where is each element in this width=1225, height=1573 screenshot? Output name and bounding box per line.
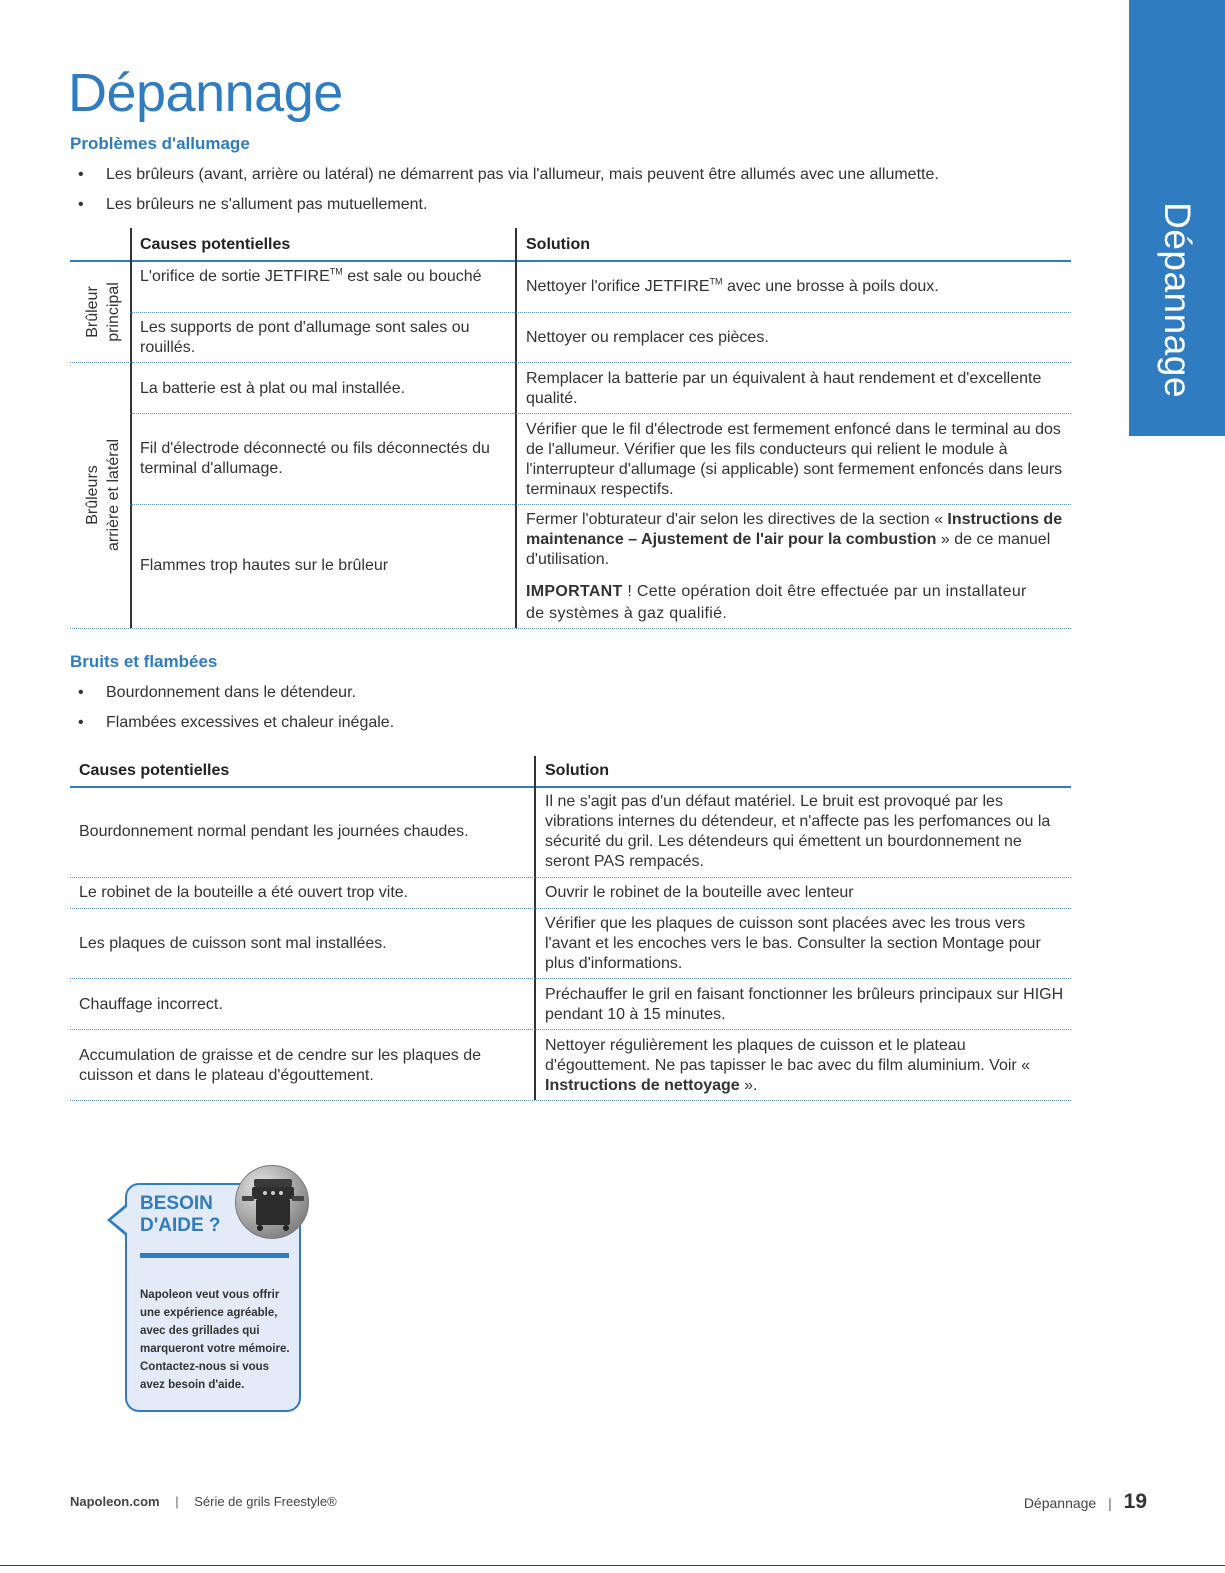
list-item: • Les brûleurs ne s'allument pas mutuellement. [78, 195, 939, 225]
ignition-bullet-list [78, 165, 939, 225]
table-row-3-cause: La batterie est à plat ou mal installée. [140, 380, 406, 397]
help-text: Napoleon veut vous offrir une expérience agréable, avec des grillades qui marqueront votre mémoire. Contactez-nous si vous avez besoin d'aide. [140, 1289, 290, 1391]
table-row-4-solution: Préchauffer le gril en faisant fonctionner les brûleurs principaux sur HIGH pendant 10 à 15 minutes. [545, 986, 1064, 1023]
footer-separator: | [1108, 1495, 1112, 1511]
list-item: • Flambées excessives et chaleur inégale. [78, 713, 394, 743]
table-row-1-cause: Bourdonnement normal pendant les journées chaudes. [79, 823, 469, 840]
footer-right [1024, 1490, 1147, 1514]
table-row-2-solution: Nettoyer ou remplacer ces pièces. [526, 329, 769, 346]
page-title: Dépannage [68, 63, 343, 123]
side-tab-label: Dépannage [1157, 202, 1198, 398]
bottom-rule [0, 1565, 1225, 1566]
table-row-5-cause: Accumulation de graisse et de cendre sur les plaques de cuisson et dans le plateau d'égouttement. [79, 1047, 482, 1084]
table-row-2-cause: Le robinet de la bouteille a été ouvert trop vite. [79, 884, 409, 901]
table-header-causes: Causes potentielles [79, 762, 230, 779]
table-row-4-solution: Vérifier que le fil d'électrode est fermement enfoncé dans le terminal au dos de l'allumeur. Vérifier que les fils conducteurs qui relient le module à l'interrupteur d'allumage (si applicable) sont fermement enfoncés dans leurs terminaux respectifs. [526, 421, 1063, 498]
row-divider [70, 1029, 1071, 1030]
row-divider [70, 877, 1071, 878]
table-row-1-cause: L'orifice de sortie JETFIRE™ est sale ou bouché [140, 266, 482, 285]
table-row-4-cause: Chauffage incorrect. [79, 996, 223, 1013]
column-divider [534, 756, 536, 1100]
table-row-2-solution: Ouvrir le robinet de la bouteille avec lenteur [545, 884, 854, 901]
table-header-solution: Solution [545, 762, 609, 779]
section-heading-ignition: Problèmes d'allumage [70, 134, 250, 153]
table-row-5-cause: Flammes trop hautes sur le brûleur [140, 557, 389, 574]
row-divider [70, 908, 1071, 909]
table-row-4-cause: Fil d'électrode déconnecté ou fils déconnectés du terminal d'allumage. [140, 440, 490, 477]
table-header-causes: Causes potentielles [140, 236, 291, 253]
noise-bullet-list [78, 683, 394, 743]
table-row-2-cause: Les supports de pont d'allumage sont sales ou rouillés. [140, 319, 470, 356]
footer-separator: | [175, 1494, 179, 1509]
help-divider [140, 1253, 289, 1258]
table-row-3-solution: Remplacer la batterie par un équivalent à haut rendement et d'excellente qualité. [526, 370, 1042, 407]
row-divider [70, 362, 1071, 363]
table-row-1-solution: Nettoyer l'orifice JETFIRE™ avec une brosse à poils doux. [526, 276, 939, 295]
table-row-3-cause: Les plaques de cuisson sont mal installées. [79, 935, 387, 952]
help-title: BESOIN D'AIDE ? [140, 1193, 221, 1236]
help-callout-pointer-fill [111, 1207, 127, 1233]
table-row-5-important: IMPORTANT ! Cette opération doit être effectuée par un installateur de systèmes à gaz qualifié. [526, 583, 1027, 622]
table-row-5-solution: Fermer l'obturateur d'air selon les directives de la section « Instructions de maintenance – Ajustement de l'air pour la combustion » de ce manuel d'utilisation. [526, 511, 1063, 568]
list-item: • Bourdonnement dans le détendeur. [78, 683, 394, 713]
table-header-solution: Solution [526, 236, 590, 253]
column-divider [130, 228, 132, 628]
table-row-3-solution: Vérifier que les plaques de cuisson sont placées avec les trous vers l'avant et les encoches vers le bas. Consulter la section Montage pour plus d'informations. [545, 915, 1041, 972]
footer-series: Série de grils Freestyle® [194, 1494, 337, 1509]
table-row-1-solution: Il ne s'agit pas d'un défaut matériel. Le bruit est provoqué par les vibrations internes du détendeur, et n'affecte pas les perfomances ou la sécurité du gril. Les détendeurs qui émettent un bourdonnement ne seront PAS rempacés. [545, 793, 1051, 870]
row-divider [70, 978, 1071, 979]
row-divider [70, 1100, 1071, 1101]
page-number: 19 [1123, 1490, 1147, 1513]
table-header-rule [70, 260, 1071, 262]
row-divider [130, 504, 1071, 505]
side-tab [1129, 0, 1225, 436]
section-heading-noise: Bruits et flambées [70, 652, 218, 671]
row-divider [130, 312, 1071, 313]
table-row-5-solution: Nettoyer régulièrement les plaques de cuisson et le plateau d'égouttement. Ne pas tapisser le bac avec du film aluminium. Voir « Instructions de nettoyage ». [545, 1037, 1031, 1094]
list-item: • Les brûleurs (avant, arrière ou latéral) ne démarrent pas via l'allumeur, mais peuvent être allumés avec une allumette. [78, 165, 939, 195]
footer-left [70, 1494, 337, 1509]
footer-section: Dépannage [1023, 1495, 1097, 1511]
footer-brand: Napoleon.com [70, 1494, 160, 1509]
group-label-main-burner: Brûleur principal [84, 282, 122, 342]
group-label-rear-side-burners: Brûleurs arrière et latéral [84, 438, 122, 552]
grill-icon [235, 1165, 309, 1239]
column-divider [515, 228, 517, 628]
row-divider [130, 413, 1071, 414]
row-divider [70, 628, 1071, 629]
table-header-rule [70, 786, 1071, 788]
